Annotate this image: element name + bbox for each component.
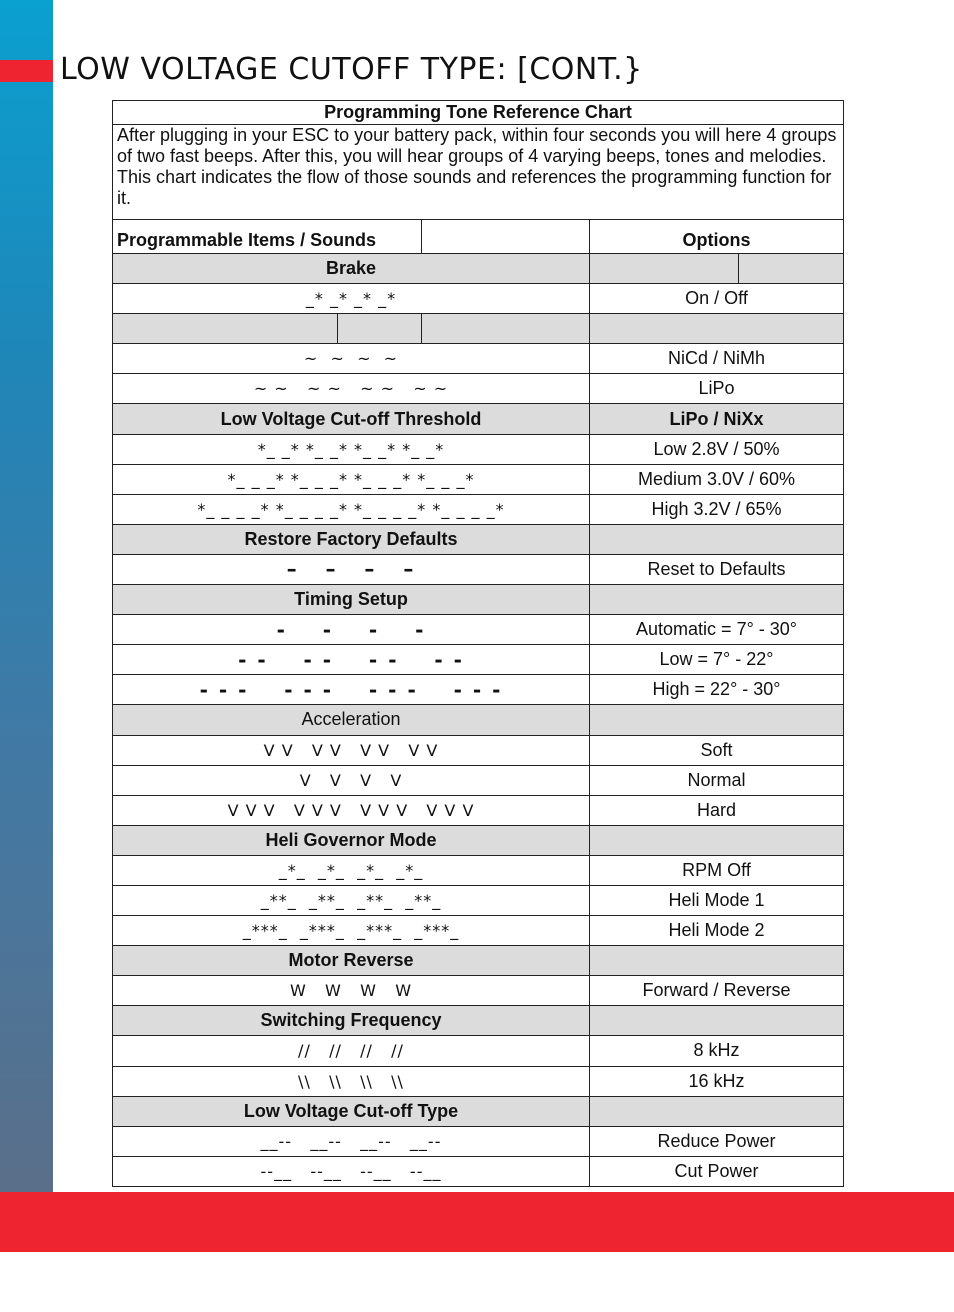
sound-pattern: --__ --__ --__ --__	[260, 1161, 442, 1181]
table-row	[113, 976, 844, 1006]
table-row	[113, 434, 844, 464]
section-option-cell	[590, 254, 739, 284]
sound-pattern: *_ _* *_ _* *_ _* *_ _*	[257, 439, 445, 459]
sound-pattern: V V V V	[299, 770, 403, 790]
footer-bar	[0, 1192, 954, 1252]
section-label	[113, 314, 338, 344]
section-label: Heli Governor Mode	[113, 825, 590, 855]
section-cell	[338, 314, 422, 344]
option-value: RPM Off	[590, 855, 844, 885]
table-row	[113, 675, 844, 705]
table-row	[113, 1156, 844, 1186]
option-value: Low = 7° - 22°	[590, 645, 844, 675]
sound-pattern: \\ \\ \\ \\	[298, 1071, 404, 1091]
table-row	[113, 464, 844, 494]
chart-intro: After plugging in your ESC to your battery pack, within four seconds you will here 4 groups of two fast beeps. After this, you will hear groups of 4 varying beeps, tones and melodies. This chart indicates the flow of those sounds and references the programming function for it.	[113, 125, 844, 220]
section-row-lvc-threshold	[113, 404, 844, 434]
section-row-battery	[113, 314, 844, 344]
table-row	[113, 554, 844, 584]
section-option-cell	[590, 524, 844, 554]
option-value: NiCd / NiMh	[590, 344, 844, 374]
table-row	[113, 795, 844, 825]
column-header-options: Options	[590, 220, 844, 254]
option-value: Normal	[590, 765, 844, 795]
section-row-switching-frequency	[113, 1006, 844, 1036]
sound-pattern: V V V V V V V V	[263, 740, 439, 760]
option-value: Reset to Defaults	[590, 554, 844, 584]
sound-pattern: - - - -	[276, 617, 426, 642]
option-value: Heli Mode 2	[590, 916, 844, 946]
option-value: High 3.2V / 65%	[590, 494, 844, 524]
section-cell	[422, 314, 590, 344]
table-row	[113, 494, 844, 524]
table-row	[113, 916, 844, 946]
section-label: Brake	[113, 254, 590, 284]
option-value: LiPo	[590, 374, 844, 404]
section-option-cell	[590, 825, 844, 855]
table-row	[113, 1066, 844, 1096]
section-row-timing	[113, 585, 844, 615]
option-value: Automatic = 7° - 30°	[590, 615, 844, 645]
section-row-motor-reverse	[113, 946, 844, 976]
section-label: Restore Factory Defaults	[113, 524, 590, 554]
section-option-cell	[590, 585, 844, 615]
option-value: Hard	[590, 795, 844, 825]
sound-pattern: // // // //	[298, 1041, 404, 1061]
section-option-head: LiPo / NiXx	[590, 404, 844, 434]
table-row	[113, 1036, 844, 1066]
sound-pattern: - - - - - - - -	[238, 647, 464, 672]
option-value: Medium 3.0V / 60%	[590, 464, 844, 494]
table-row	[113, 885, 844, 915]
table-row	[113, 344, 844, 374]
section-label: Low Voltage Cut-off Type	[113, 1096, 590, 1126]
sound-pattern: – – – –	[286, 557, 416, 582]
sound-pattern: __-- __-- __-- __--	[260, 1131, 442, 1151]
section-row-heli-governor	[113, 825, 844, 855]
section-row-acceleration	[113, 705, 844, 735]
section-option-cell	[590, 705, 844, 735]
table-row	[113, 284, 844, 314]
sound-pattern: _**_ _**_ _**_ _**_	[260, 891, 442, 911]
section-label: Low Voltage Cut-off Threshold	[113, 404, 590, 434]
sound-pattern: _*_ _*_ _*_ _*_	[278, 860, 424, 880]
sound-pattern: ~ ~ ~ ~	[303, 349, 399, 369]
table-row	[113, 374, 844, 404]
sound-pattern: _* _* _* _*	[305, 289, 397, 309]
option-value: High = 22° - 30°	[590, 675, 844, 705]
option-value: Forward / Reverse	[590, 976, 844, 1006]
column-header-blank	[422, 220, 590, 254]
section-label: Motor Reverse	[113, 946, 590, 976]
sound-pattern: - - - - - - - - - - - -	[199, 677, 503, 702]
option-value: 8 kHz	[590, 1036, 844, 1066]
chart-title: Programming Tone Reference Chart	[113, 101, 844, 125]
section-option-cell	[590, 1096, 844, 1126]
page-title: LOW VOLTAGE CUTOFF TYPE: [CONT.}	[60, 52, 643, 87]
programming-tone-chart	[112, 100, 844, 1187]
sound-pattern: V V V V V V V V V V V V	[227, 800, 475, 820]
table-row	[113, 615, 844, 645]
sidebar-decoration	[0, 0, 53, 1192]
section-label: Switching Frequency	[113, 1006, 590, 1036]
section-row-factory-defaults	[113, 524, 844, 554]
section-label: Timing Setup	[113, 585, 590, 615]
option-value: Low 2.8V / 50%	[590, 434, 844, 464]
option-value: Reduce Power	[590, 1126, 844, 1156]
table-row	[113, 1126, 844, 1156]
table-row	[113, 855, 844, 885]
section-option-cell	[590, 1006, 844, 1036]
option-value: Cut Power	[590, 1156, 844, 1186]
sound-pattern: ~ ~ ~ ~ ~ ~ ~ ~	[253, 379, 449, 399]
column-header-items: Programmable Items / Sounds	[113, 220, 422, 254]
section-option-cell	[590, 946, 844, 976]
option-value: On / Off	[590, 284, 844, 314]
sound-pattern: *_ _ _* *_ _ _* *_ _ _* *_ _ _*	[227, 469, 475, 489]
option-value: 16 kHz	[590, 1066, 844, 1096]
sound-pattern: _***_ _***_ _***_ _***_	[242, 921, 460, 941]
section-row-lvc-type	[113, 1096, 844, 1126]
option-value: Heli Mode 1	[590, 885, 844, 915]
section-option-cell	[590, 314, 844, 344]
section-row-brake	[113, 254, 844, 284]
section-label: Acceleration	[113, 705, 590, 735]
table-row	[113, 645, 844, 675]
sound-pattern: W W W W	[289, 981, 413, 1001]
sound-pattern: *_ _ _ _* *_ _ _ _* *_ _ _ _* *_ _ _ _*	[197, 499, 505, 519]
option-value: Soft	[590, 735, 844, 765]
table-row	[113, 735, 844, 765]
title-accent-tab	[0, 60, 53, 82]
table-row	[113, 765, 844, 795]
section-option-cell	[739, 254, 844, 284]
